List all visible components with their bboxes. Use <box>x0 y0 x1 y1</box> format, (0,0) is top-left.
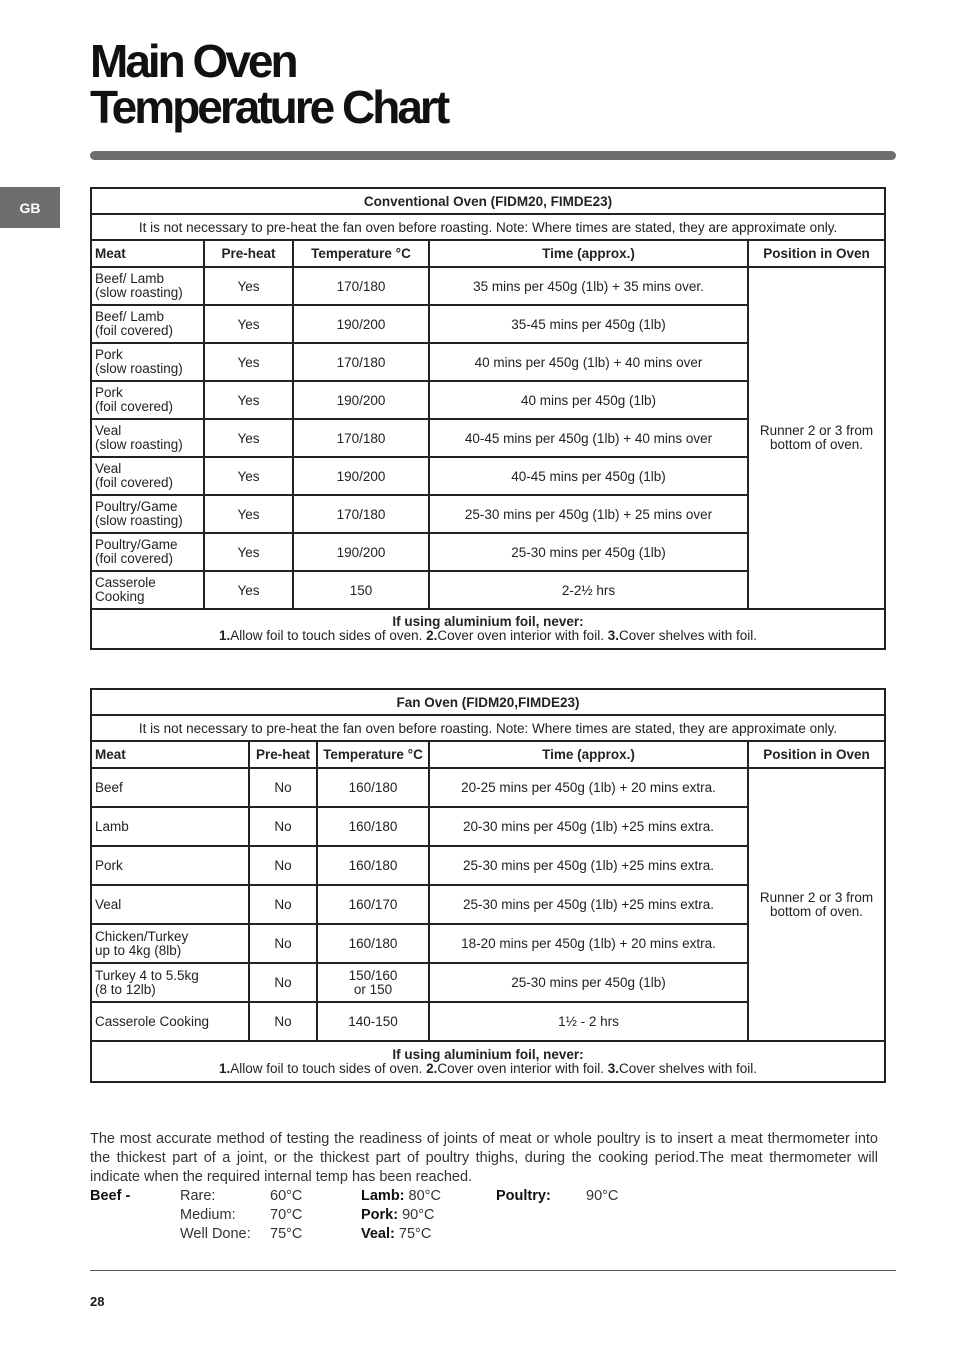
beef-rare-label: Rare: <box>180 1188 216 1204</box>
table-caption: Fan Oven (FIDM20,FIMDE23) <box>91 689 885 715</box>
column-header: Time (approx.) <box>429 741 748 768</box>
meat-cell: Veal (foil covered) <box>91 457 204 495</box>
time-cell: 1½ - 2 hrs <box>429 1002 748 1041</box>
page-title-line2: Temperature Chart <box>90 81 448 133</box>
column-header: Position in Oven <box>748 741 885 768</box>
temperature-cell: 170/180 <box>293 267 429 305</box>
preheat-cell: Yes <box>204 533 293 571</box>
foil-warning: If using aluminium foil, never: 1.Allow foil to touch sides of oven. 2.Cover oven interior with foil. 3.Cover shelves with foil. <box>91 609 885 649</box>
language-tab: GB <box>0 187 60 228</box>
column-header: Pre-heat <box>249 741 317 768</box>
time-cell: 35-45 mins per 450g (1lb) <box>429 305 748 343</box>
temperature-cell: 190/200 <box>293 381 429 419</box>
temperature-cell: 160/180 <box>317 768 429 807</box>
time-cell: 20-25 mins per 450g (1lb) + 20 mins extra. <box>429 768 748 807</box>
time-cell: 25-30 mins per 450g (1lb) <box>429 533 748 571</box>
poultry-value: 90°C <box>586 1188 619 1204</box>
column-header: Meat <box>91 741 249 768</box>
time-cell: 20-30 mins per 450g (1lb) +25 mins extra. <box>429 807 748 846</box>
time-cell: 25-30 mins per 450g (1lb) <box>429 963 748 1002</box>
foil-warning: If using aluminium foil, never: 1.Allow foil to touch sides of oven. 2.Cover oven interior with foil. 3.Cover shelves with foil. <box>91 1041 885 1082</box>
preheat-cell: No <box>249 768 317 807</box>
time-cell: 40-45 mins per 450g (1lb) <box>429 457 748 495</box>
preheat-cell: Yes <box>204 267 293 305</box>
preheat-cell: No <box>249 807 317 846</box>
temperature-cell: 170/180 <box>293 343 429 381</box>
temperature-cell: 160/180 <box>317 924 429 963</box>
position-cell: Runner 2 or 3 from bottom of oven. <box>748 768 885 1041</box>
meat-cell: Chicken/Turkey up to 4kg (8lb) <box>91 924 249 963</box>
foil-warning-title: If using aluminium foil, never: <box>392 1046 584 1062</box>
temperature-cell: 190/200 <box>293 305 429 343</box>
page-number: 28 <box>90 1294 105 1309</box>
column-header: Temperature °C <box>293 240 429 267</box>
veal-temp: Veal: 75°C <box>361 1226 432 1242</box>
title-divider <box>90 151 896 160</box>
meat-cell: Turkey 4 to 5.5kg (8 to 12lb) <box>91 963 249 1002</box>
preheat-cell: No <box>249 846 317 885</box>
time-cell: 2-2½ hrs <box>429 571 748 609</box>
table-note: It is not necessary to pre-heat the fan oven before roasting. Note: Where times are stated, they are approximate only. <box>91 715 885 741</box>
conventional-oven-table <box>90 187 886 650</box>
time-cell: 25-30 mins per 450g (1lb) +25 mins extra. <box>429 885 748 924</box>
preheat-cell: Yes <box>204 571 293 609</box>
meat-cell: Casserole Cooking <box>91 1002 249 1041</box>
meat-cell: Pork (foil covered) <box>91 381 204 419</box>
column-header: Temperature °C <box>317 741 429 768</box>
page-title <box>90 35 448 133</box>
time-cell: 40 mins per 450g (1lb) <box>429 381 748 419</box>
column-header: Meat <box>91 240 204 267</box>
preheat-cell: No <box>249 885 317 924</box>
footer-divider <box>90 1270 896 1271</box>
meat-cell: Beef/ Lamb (foil covered) <box>91 305 204 343</box>
meat-cell: Lamb <box>91 807 249 846</box>
column-header: Time (approx.) <box>429 240 748 267</box>
table-note: It is not necessary to pre-heat the fan oven before roasting. Note: Where times are stated, they are approximate only. <box>91 214 885 240</box>
preheat-cell: No <box>249 963 317 1002</box>
table-caption: Conventional Oven (FIDM20, FIMDE23) <box>91 188 885 214</box>
time-cell: 40-45 mins per 450g (1lb) + 40 mins over <box>429 419 748 457</box>
temperature-cell: 170/180 <box>293 419 429 457</box>
page-title-line1: Main Oven <box>90 35 296 87</box>
time-cell: 35 mins per 450g (1lb) + 35 mins over. <box>429 267 748 305</box>
meat-cell: Poultry/Game (foil covered) <box>91 533 204 571</box>
temperature-cell: 190/200 <box>293 533 429 571</box>
beef-medium-value: 70°C <box>270 1207 303 1223</box>
meat-cell: Casserole Cooking <box>91 571 204 609</box>
position-cell: Runner 2 or 3 from bottom of oven. <box>748 267 885 609</box>
meat-cell: Beef <box>91 768 249 807</box>
preheat-cell: No <box>249 1002 317 1041</box>
table-row <box>91 267 885 305</box>
preheat-cell: Yes <box>204 495 293 533</box>
fan-oven-table <box>90 688 886 1083</box>
pork-temp: Pork: 90°C <box>361 1207 435 1223</box>
beef-welldone-label: Well Done: <box>180 1226 251 1242</box>
meat-cell: Pork <box>91 846 249 885</box>
meat-cell: Pork (slow roasting) <box>91 343 204 381</box>
meat-cell: Poultry/Game (slow roasting) <box>91 495 204 533</box>
preheat-cell: Yes <box>204 305 293 343</box>
preheat-cell: Yes <box>204 419 293 457</box>
beef-welldone-value: 75°C <box>270 1226 303 1242</box>
preheat-cell: No <box>249 924 317 963</box>
beef-label: Beef - <box>90 1188 131 1204</box>
temperature-cell: 160/170 <box>317 885 429 924</box>
poultry-label: Poultry: <box>496 1188 551 1204</box>
time-cell: 40 mins per 450g (1lb) + 40 mins over <box>429 343 748 381</box>
temperature-cell: 160/180 <box>317 846 429 885</box>
preheat-cell: Yes <box>204 457 293 495</box>
temperature-cell: 150/160 or 150 <box>317 963 429 1002</box>
time-cell: 18-20 mins per 450g (1lb) + 20 mins extra. <box>429 924 748 963</box>
lamb-temp: Lamb: 80°C <box>361 1188 441 1204</box>
temperature-cell: 170/180 <box>293 495 429 533</box>
table-row <box>91 768 885 807</box>
preheat-cell: Yes <box>204 343 293 381</box>
temperature-cell: 190/200 <box>293 457 429 495</box>
preheat-cell: Yes <box>204 381 293 419</box>
foil-warning-title: If using aluminium foil, never: <box>392 614 584 629</box>
temperature-cell: 140-150 <box>317 1002 429 1041</box>
temperature-cell: 160/180 <box>317 807 429 846</box>
meat-cell: Veal <box>91 885 249 924</box>
beef-rare-value: 60°C <box>270 1188 303 1204</box>
column-header: Position in Oven <box>748 240 885 267</box>
beef-medium-label: Medium: <box>180 1207 236 1223</box>
time-cell: 25-30 mins per 450g (1lb) + 25 mins over <box>429 495 748 533</box>
meat-cell: Veal (slow roasting) <box>91 419 204 457</box>
meat-cell: Beef/ Lamb (slow roasting) <box>91 267 204 305</box>
time-cell: 25-30 mins per 450g (1lb) +25 mins extra. <box>429 846 748 885</box>
thermometer-paragraph: The most accurate method of testing the readiness of joints of meat or whole poultry is to insert a meat thermometer into the thickest part of a joint, or the thickest part of poultry thighs, during the cooking period.The meat thermometer will indicate when the required internal temp has been reached. <box>90 1131 878 1185</box>
temperature-cell: 150 <box>293 571 429 609</box>
column-header: Pre-heat <box>204 240 293 267</box>
